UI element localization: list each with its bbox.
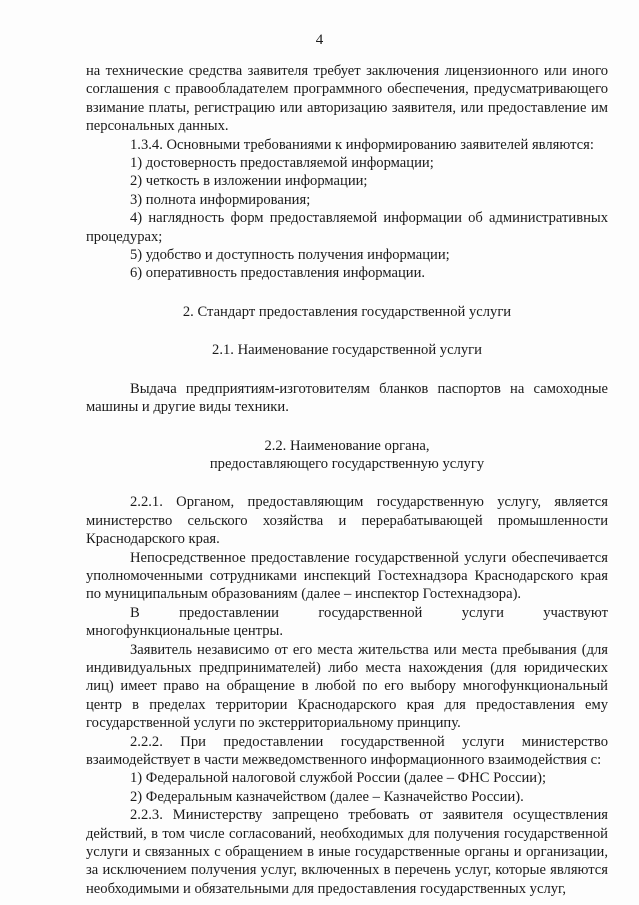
paragraph: 2.2.2. При предоставлении государственной услуги министерство взаимодействует в части межведомственного информационного взаимодействия с: xyxy=(86,733,608,768)
subsection-heading: 2.1. Наименование государственной услуги xyxy=(212,342,482,359)
paragraph: 1.3.4. Основными требованиями к информированию заявителей являются: xyxy=(130,136,594,153)
subsection-heading-line2: предоставляющего государственную услугу xyxy=(209,455,485,472)
subsection-heading-line1: 2.2. Наименование органа, xyxy=(264,437,430,454)
list-item: 6) оперативность предоставления информации. xyxy=(130,265,426,282)
paragraph: 2.2.1. Органом, предоставляющим государственную услугу, является министерство сельского хозяйства и перерабатывающей промышленности Краснодарского края. xyxy=(86,494,608,548)
paragraph: Заявитель независимо от его места жительства или места пребывания (для индивидуальных предпринимателей) либо места нахождения (для юридических лиц) имеет право на обращение в любой по его выбору многофункциональный центр в пределах территории Краснодарского края для предоставления ему государственной услуги по экстерриториальному принципу. xyxy=(86,641,608,732)
list-item: 2) Федеральным казначейством (далее – Казначейство России). xyxy=(130,788,524,805)
list-item: 4) наглядность форм предоставляемой информации об административных процедурах; xyxy=(86,210,608,245)
paragraph: Выдача предприятиям-изготовителям бланков паспортов на самоходные машины и другие виды техники. xyxy=(86,380,608,416)
paragraph: Непосредственное предоставление государственной услуги обеспечивается уполномоченными сотрудниками инспекций Гостехнадзора Краснодарского края по муниципальным образованиям (далее – инспектор Гостехнадзора). xyxy=(86,549,608,603)
page-number: 4 xyxy=(315,32,324,48)
list-item: 2) четкость в изложении информации; xyxy=(130,173,368,190)
list-item: 1) Федеральной налоговой службой России (далее – ФНС России); xyxy=(130,770,547,787)
paragraph: В предоставлении государственной услуги участвуют многофункциональные центры. xyxy=(86,604,608,640)
list-item: 5) удобство и доступность получения информации; xyxy=(130,247,450,264)
document-body xyxy=(86,62,608,898)
list-item: 3) полнота информирования; xyxy=(130,191,311,208)
paragraph: 2.2.3. Министерству запрещено требовать от заявителя осуществления действий, в том числе согласований, необходимых для получения государственной услуги и связанных с обращением в иные государственные органы и организации, за исключением получения услуг, включенных в перечень услуг, которые являются необходимыми и обязательными для предоставления государственных услуг, xyxy=(86,807,608,897)
list-item: 1) достоверность предоставляемой информации; xyxy=(130,155,434,172)
section-heading: 2. Стандарт предоставления государственной услуги xyxy=(182,303,512,320)
paragraph: на технические средства заявителя требует заключения лицензионного или иного соглашения с правообладателем программного обеспечения, предусматривающего взимание платы, регистрацию или авторизацию заявителя, или предоставление им персональных данных. xyxy=(86,63,608,135)
